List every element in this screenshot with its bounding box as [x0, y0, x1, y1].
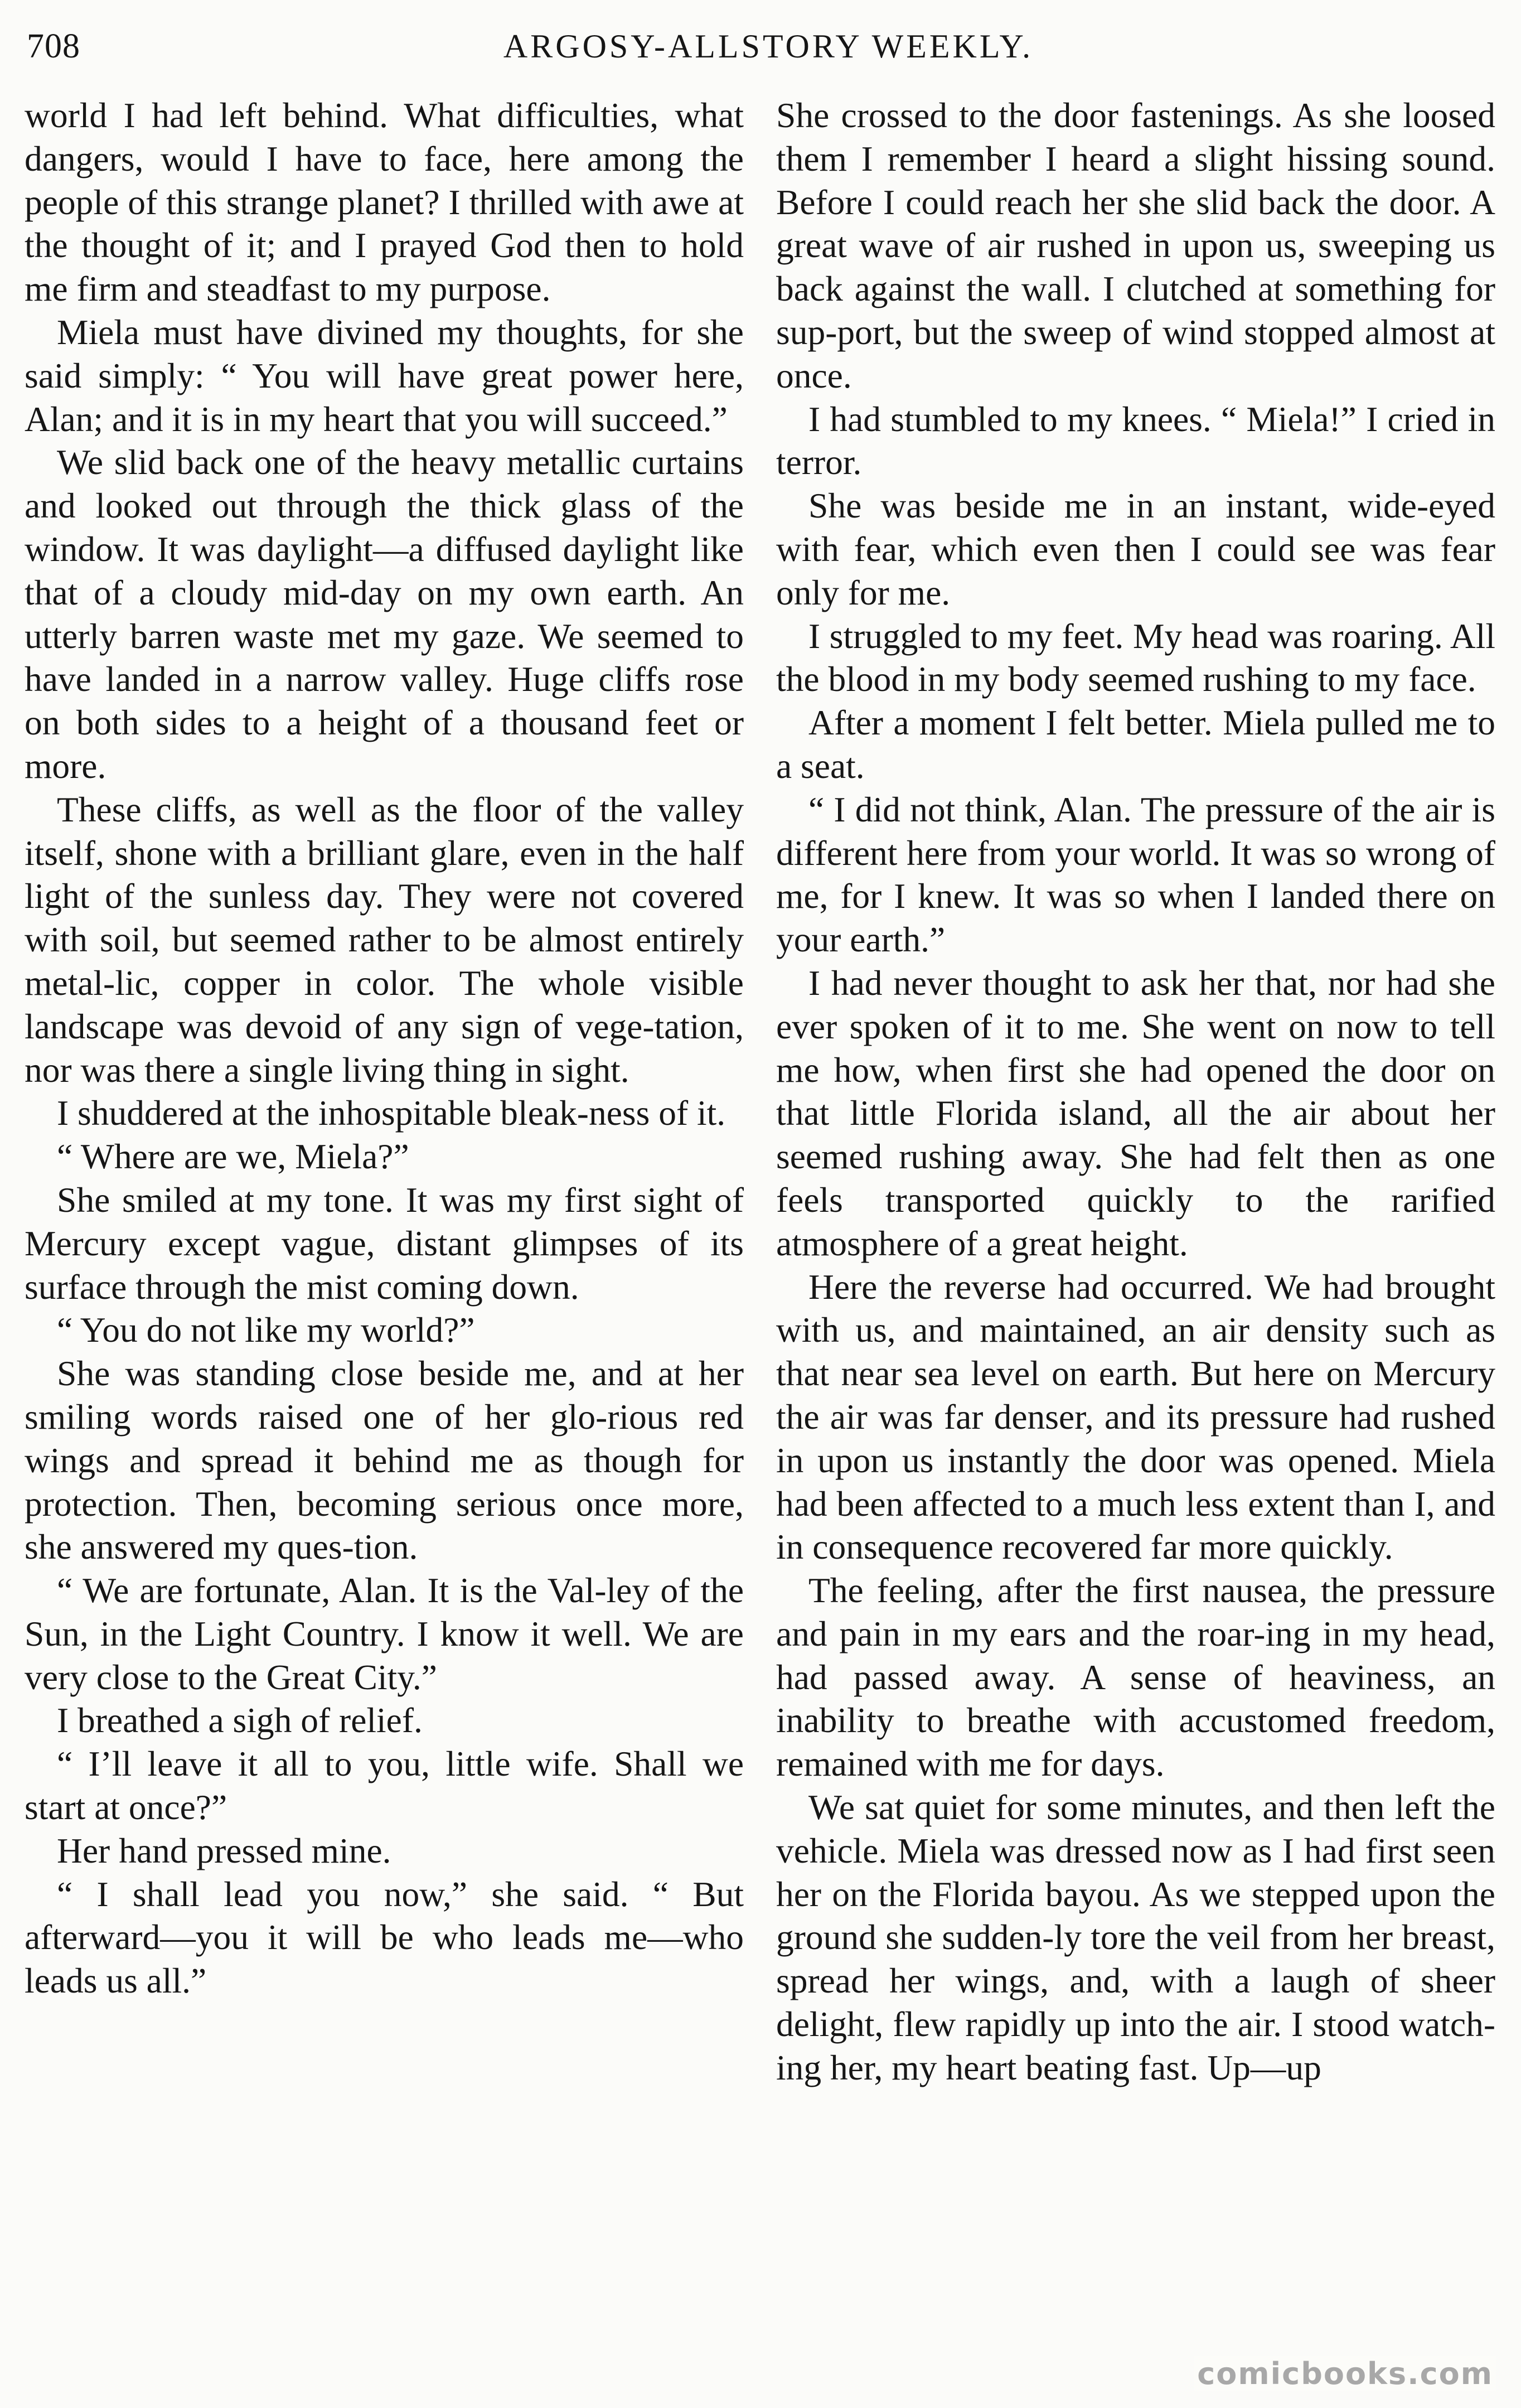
watermark: comicbooks.com: [1194, 2356, 1496, 2391]
paragraph: “ I shall lead you now,” she said. “ But afterward—you it will be who leads me—who leads us all.”: [25, 1874, 744, 2001]
page-number: 708: [27, 27, 80, 65]
paragraph: We sat quiet for some minutes, and then left the vehicle. Miela was dressed now as I had first seen her on the Florida bayou. As we stepped upon the ground she sudden-ly tore the veil from her breast, spread her wings, and, with a laugh of sheer delight, flew rapidly up into the air. I stood watch-ing her, my heart beating fast. Up—up: [776, 1787, 1495, 2087]
paragraph: Her hand pressed mine.: [57, 1830, 391, 1870]
paragraph: The feeling, after the first nausea, the pressure and pain in my ears and the roar-ing in my head, had passed away. A sense of heaviness, an inability to breathe with accustomed freedom, remained with me for days.: [776, 1570, 1495, 1784]
right-column: [776, 94, 1495, 2397]
paragraph: After a moment I felt better. Miela pulled me to a seat.: [776, 703, 1495, 786]
paragraph: “ I did not think, Alan. The pressure of the air is different here from your world. It was so wrong of me, for I knew. It was so when I landed there on your earth.”: [776, 789, 1495, 960]
paragraph: “ I’ll leave it all to you, little wife. Shall we start at once?”: [25, 1744, 744, 1827]
paragraph: I had stumbled to my knees. “ Miela!” I cried in terror.: [776, 399, 1495, 482]
paragraph: “ Where are we, Miela?”: [57, 1137, 409, 1177]
paragraph: These cliffs, as well as the floor of the valley itself, shone with a brilliant glare, even in the half light of the sunless day. They were not covered with soil, but seemed rather to be almost entirely metal-lic, copper in color. The whole visible landscape was devoid of any sign of vege-tation, nor was there a single living thing in sight.: [25, 789, 744, 1090]
paragraph: “ You do not like my world?”: [57, 1310, 475, 1350]
paragraph: She was standing close beside me, and at her smiling words raised one of her glo-rious red wings and spread it behind me as though for protection. Then, becoming serious once more, she answered my ques-tion.: [25, 1353, 744, 1567]
paragraph: We slid back one of the heavy metallic curtains and looked out through the thick glass of the window. It was daylight—a diffused daylight like that of a cloudy mid-day on my own earth. An utterly barren waste met my gaze. We seemed to have landed in a narrow valley. Huge cliffs rose on both sides to a height of a thousand feet or more.: [25, 442, 744, 786]
paragraph: I shuddered at the inhospitable bleak-ness of it.: [57, 1093, 726, 1133]
paragraph: Miela must have divined my thoughts, for she said simply: “ You will have great power here, Alan; and it is in my heart that you will succeed.”: [25, 312, 744, 439]
paragraph: I had never thought to ask her that, nor had she ever spoken of it to me. She went on now to tell me how, when first she had opened the door on that little Florida island, all the air about her seemed rushing away. She had felt then as one feels transported quickly to the rarified atmosphere of a great height.: [776, 963, 1495, 1263]
left-column: [25, 94, 744, 2397]
page-header: [27, 16, 1510, 77]
paragraph: I struggled to my feet. My head was roaring. All the blood in my body seemed rushing to my face.: [776, 616, 1495, 699]
paragraph: “ We are fortunate, Alan. It is the Val-ley of the Sun, in the Light Country. I know it well. We are very close to the Great City.”: [25, 1570, 744, 1697]
paragraph: Here the reverse had occurred. We had brought with us, and maintained, an air density such as that near sea level on earth. But here on Mercury the air was far denser, and its pressure had rushed in upon us instantly the door was opened. Miela had been affected to a much less extent than I, and in consequence recovered far more quickly.: [776, 1266, 1495, 1567]
paragraph: She smiled at my tone. It was my first sight of Mercury except vague, distant glimpses of its surface through the mist coming down.: [25, 1179, 744, 1307]
paragraph: I breathed a sigh of relief.: [57, 1700, 423, 1740]
running-head: ARGOSY-ALLSTORY WEEKLY.: [503, 28, 1034, 65]
paragraph: She crossed to the door fastenings. As she loosed them I remember I heard a slight hissing sound. Before I could reach her she slid back the door. A great wave of air rushed in upon us, sweeping us back against the wall. I clutched at something for sup-port, but the sweep of wind stopped almost at once.: [776, 95, 1495, 395]
paragraph: She was beside me in an instant, wide-eyed with fear, which even then I could see was fear only for me.: [776, 486, 1495, 612]
paragraph: world I had left behind. What difficulties, what dangers, would I have to face, here among the people of this strange planet? I thrilled with awe at the thought of it; and I prayed God then to hold me firm and steadfast to my purpose.: [25, 95, 744, 309]
